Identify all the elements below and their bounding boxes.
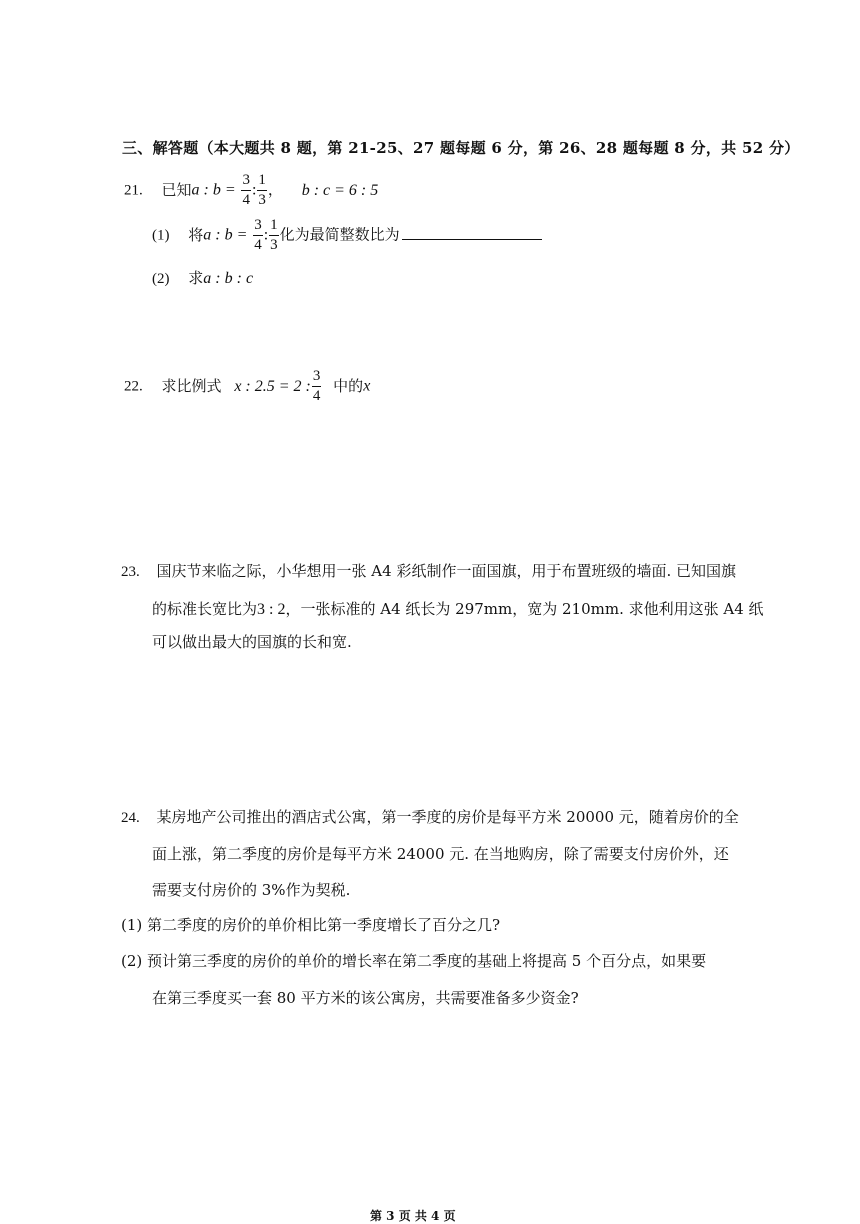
q24-part-2-line-1: (2) 预计第三季度的房价的单价的增长率在第二季度的基础上将提高 5 个百分点，如果要 (121, 952, 707, 970)
question-23 (121, 560, 736, 581)
part-fraction-1: $\frac{3}{4}$ (254, 217, 262, 253)
question-number: 22. (124, 378, 143, 395)
part-label: (1) (152, 227, 170, 244)
q23-line-2a: 的标准长宽比为 (152, 600, 258, 618)
q21-bc-ratio: b : c = 6 : 5 (301, 181, 379, 199)
q21-part-2 (152, 268, 253, 290)
q21-fraction-1: $\frac{3}{4}$ (242, 172, 250, 208)
q22-expr: x : 2.5 = 2 : (234, 377, 311, 395)
part-expr: a : b : c (203, 270, 254, 287)
part-fraction-2: $\frac{1}{3}$ (270, 217, 278, 253)
q24-part-1: (1) 第二季度的房价的单价相比第一季度增长了百分之几? (121, 916, 501, 934)
page-footer: 第 3 页 共 4 页 (370, 1209, 456, 1223)
question-21 (124, 173, 378, 208)
part-lhs: a : b = (203, 226, 248, 244)
q21-fraction-2: $\frac{1}{3}$ (258, 172, 266, 208)
q23-line-2b: ，一张标准的 A4 纸长为 297mm，宽为 210mm. 求他利用这张 A4 纸 (285, 600, 764, 618)
part-prefix: 将 (188, 225, 204, 244)
question-number: 24. (121, 810, 140, 826)
part-label: (2) (152, 271, 170, 287)
q21-prefix: 已知 (161, 180, 192, 199)
part-colon: : (263, 226, 269, 244)
answer-blank[interactable] (402, 225, 542, 240)
q21-ab-lhs: a : b = (191, 181, 236, 199)
q24-line-2: 面上涨，第二季度的房价是每平方米 24000 元. 在当地购房，除了需要支付房价外，还 (152, 845, 729, 863)
question-22 (124, 369, 370, 404)
question-number: 21. (124, 182, 143, 199)
q23-line-1: 国庆节来临之际，小华想用一张 A4 彩纸制作一面国旗，用于布置班级的墙面. 已知国旗 (156, 562, 736, 580)
part-suffix: 化为最简整数比为 (279, 225, 400, 244)
q22-fraction: $\frac{3}{4}$ (312, 368, 321, 404)
q21-comma: ， (267, 180, 283, 199)
q21-colon: : (251, 181, 257, 199)
q23-ratio: 3 : 2 (257, 601, 286, 618)
q24-line-3: 需要支付房价的 3%作为契税. (152, 881, 351, 899)
q22-var: x (363, 377, 371, 395)
q23-line-3: 可以做出最大的国旗的长和宽. (152, 633, 352, 651)
q24-line-1: 某房地产公司推出的酒店式公寓，第一季度的房价是每平方米 20000 元，随着房价的全 (156, 808, 739, 826)
q24-part-2-line-2: 在第三季度买一套 80 平方米的该公寓房，共需要准备多少资金? (152, 989, 579, 1007)
q22-prefix: 求比例式 (161, 376, 222, 395)
section-title: 三、解答题（本大题共 8 题，第 21-25、27 题每题 6 分，第 26、28 题每题 8 分，共 52 分） (122, 139, 800, 157)
question-24 (121, 806, 739, 827)
q21-part-1 (152, 218, 542, 253)
q22-mid: 中的 (333, 376, 364, 395)
part-prefix: 求 (188, 269, 204, 287)
q23-line-2 (152, 598, 764, 619)
question-number: 23. (121, 564, 140, 580)
